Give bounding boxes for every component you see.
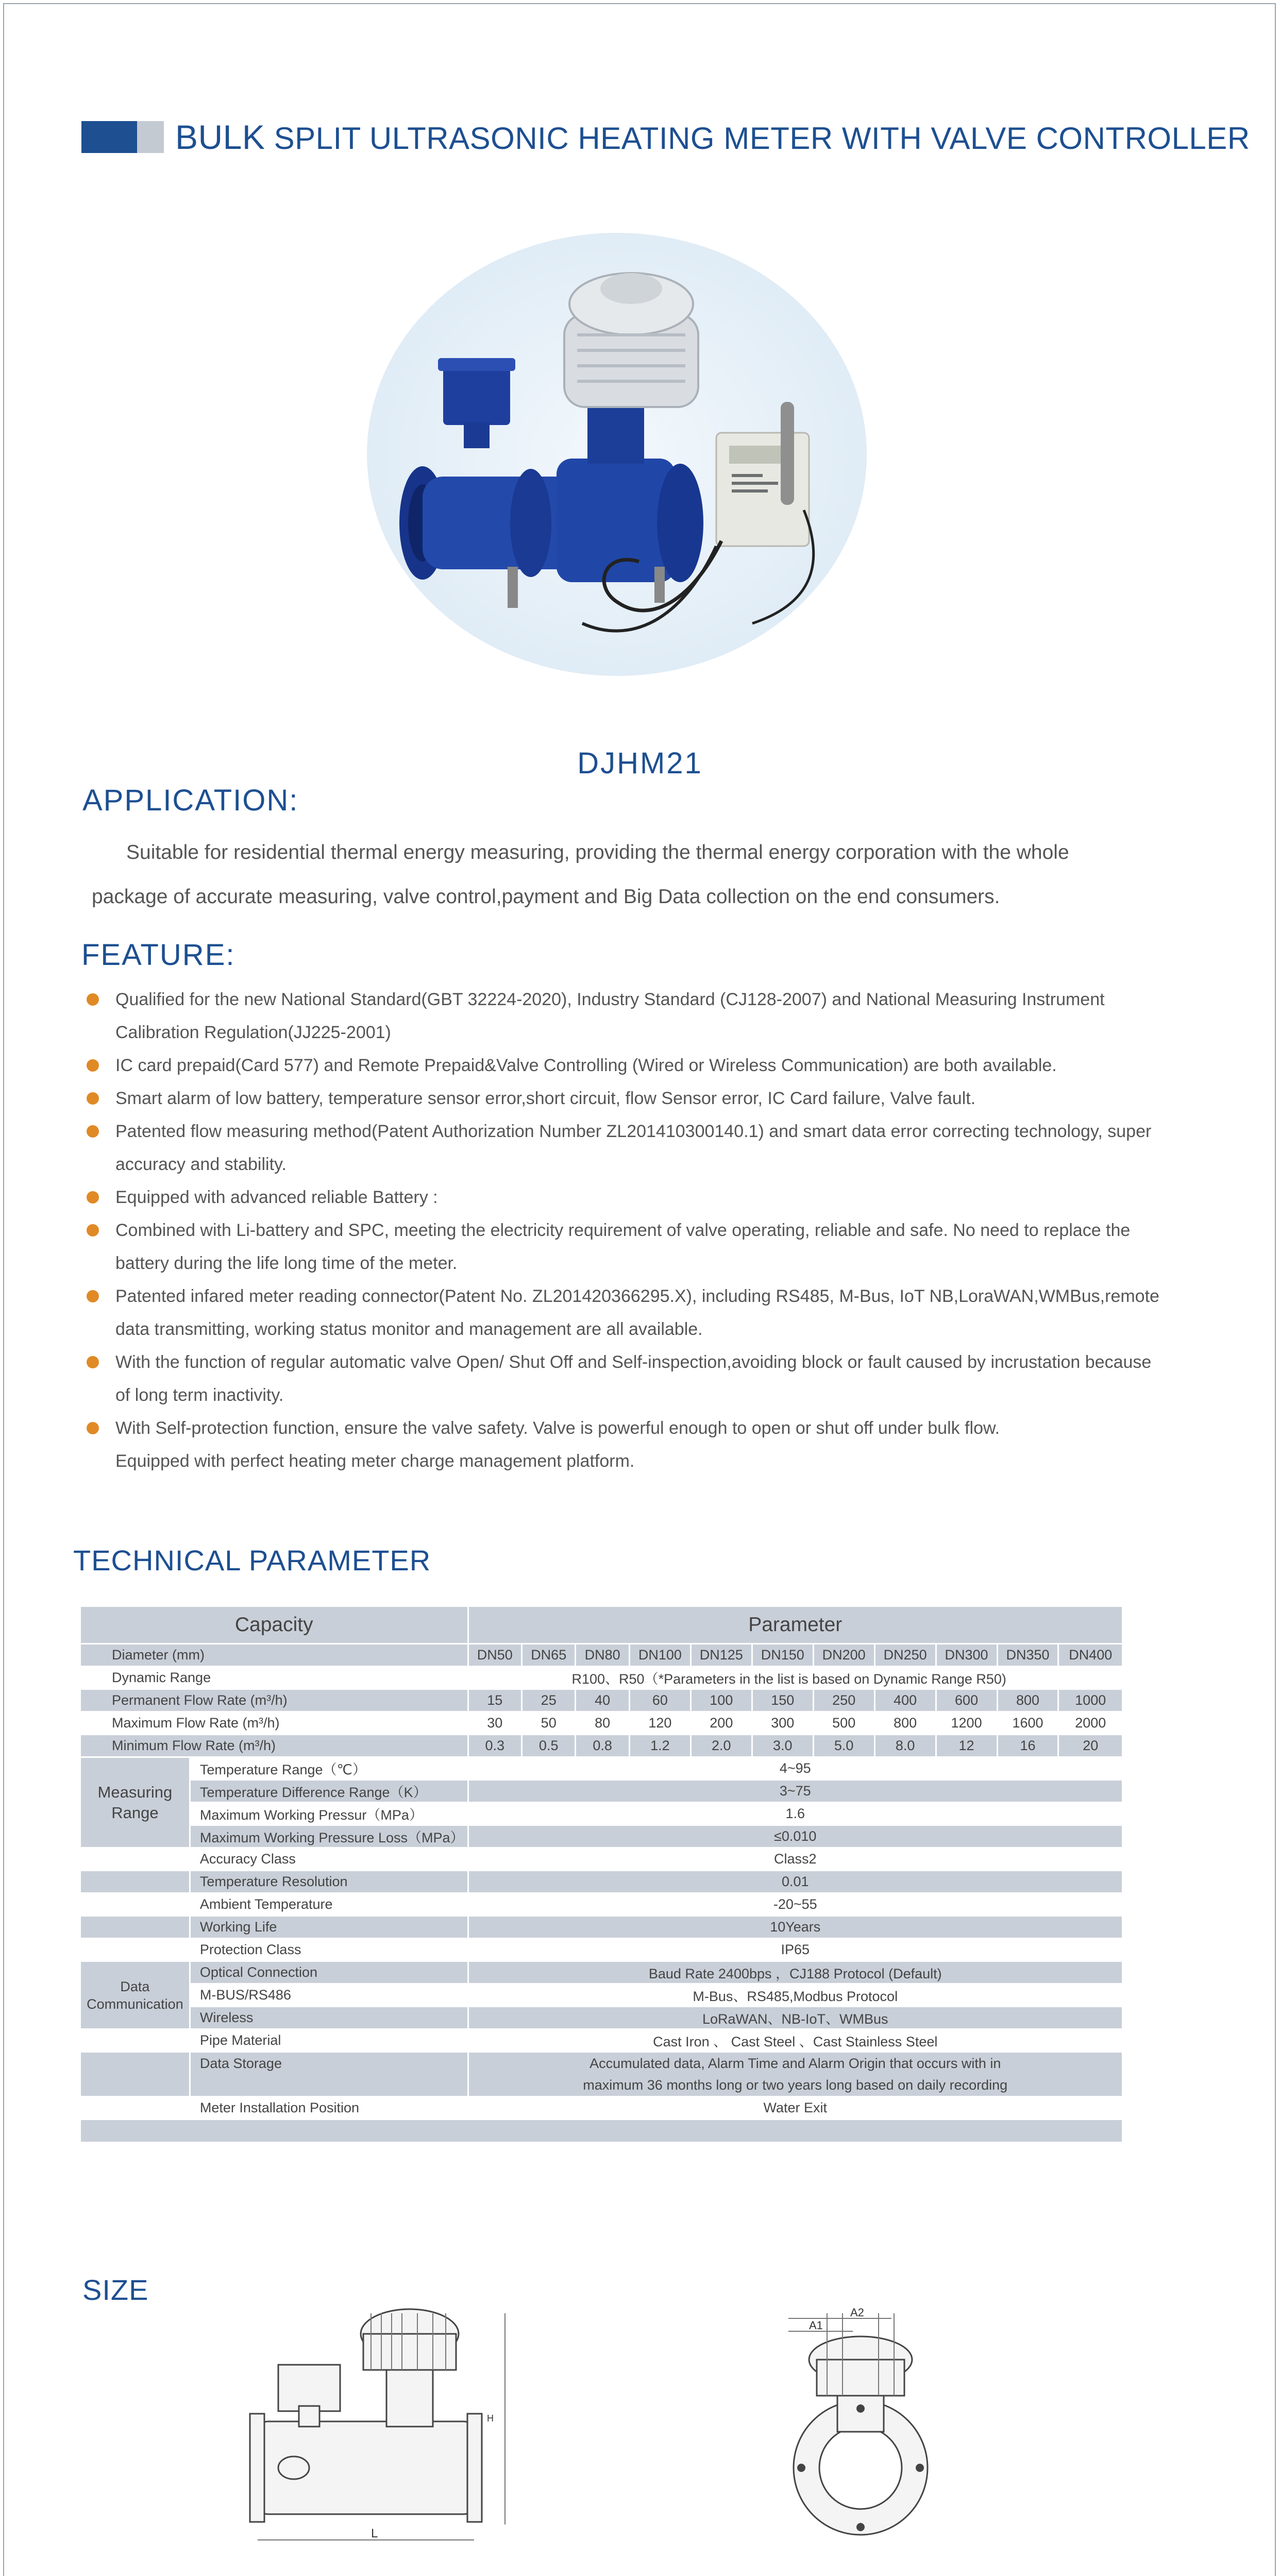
temperature-probe <box>508 567 518 608</box>
table-row: Data Storage Accumulated data, Alarm Time and Alarm Origin that occurs with in maximum 36 months long or two years long based on daily recording <box>80 2052 1123 2097</box>
bullet-icon <box>87 1125 99 1138</box>
bullet-icon <box>87 1422 99 1434</box>
bullet-icon <box>87 1092 99 1105</box>
table-row: Permanent Flow Rate (m³/h) 15 25 40 60 100 150 250 400 600 800 1000 <box>80 1689 1123 1712</box>
bullet-icon <box>87 1356 99 1368</box>
title-accent-dark <box>81 121 137 153</box>
table-header-row <box>80 1606 1123 1644</box>
page-title: BULK SPLIT ULTRASONIC HEATING METER WITH VALVE CONTROLLER <box>175 118 1250 156</box>
feature-item: With the function of regular automatic valve Open/ Shut Off and Self-inspection,avoiding block or fault caused by incrustation because <box>82 1346 1216 1379</box>
table-row: Accuracy Class Class2 <box>80 1848 1123 1871</box>
table-row: Maximum Working Pressur（MPa） 1.6 <box>80 1803 1123 1825</box>
feature-item: IC card prepaid(Card 577) and Remote Prepaid&Valve Controlling (Wired or Wireless Communication) are both available. <box>82 1049 1216 1082</box>
table-row: Maximum Working Pressure Loss（MPa） ≤0.010 <box>80 1825 1123 1848</box>
table-row: Working Life 10Years <box>80 1916 1123 1939</box>
dimension-l-label: L <box>371 2527 378 2540</box>
bullet-icon <box>87 1290 99 1302</box>
table-row: Data Communication Optical Connection Baud Rate 2400bps ，CJ188 Protocol (Default) <box>80 1961 1123 1984</box>
right-flange <box>657 464 703 582</box>
technical-parameter-table <box>79 1605 1123 2143</box>
feature-item: Qualified for the new National Standard(GBT 32224-2020), Industry Standard (CJ128-2007) and National Measuring Instrument <box>82 983 1216 1016</box>
table-row: Meter Installation Position Water Exit <box>80 2097 1123 2120</box>
data-communication-group: Data Communication <box>80 1961 190 2029</box>
table-row: Diameter (mm) DN50 DN65 DN80 DN100 DN125 DN150 DN200 DN250 DN300 DN350 DN400 <box>80 1644 1123 1667</box>
meter-head <box>443 366 510 425</box>
product-image <box>361 232 876 696</box>
bullet-icon <box>87 993 99 1006</box>
controller-display <box>729 446 781 464</box>
feature-item: Combined with Li-battery and SPC, meeting the electricity requirement of valve operating, reliable and safe. No need to replace the <box>82 1214 1216 1247</box>
feature-item-continued: data transmitting, working status monitor and management are all available. <box>115 1319 703 1339</box>
application-heading: APPLICATION: <box>82 784 299 817</box>
feature-item-continued: of long term inactivity. <box>115 1385 284 1405</box>
feature-item: Smart alarm of low battery, temperature sensor error,short circuit, flow Sensor error, IC Card failure, Valve fault. <box>82 1082 1216 1115</box>
table-row: Dynamic Range R100、R50（*Parameters in the list is based on Dynamic Range R50) <box>80 1667 1123 1689</box>
feature-heading: FEATURE: <box>81 938 235 972</box>
feature-item-continued: Equipped with perfect heating meter charge management platform. <box>115 1451 635 1471</box>
technical-heading: TECHNICAL PARAMETER <box>73 1544 431 1577</box>
feature-item: Equipped with advanced reliable Battery : <box>82 1181 1216 1214</box>
side-view-drawing <box>242 2303 531 2561</box>
dimension-h-label: H <box>487 2413 494 2424</box>
antenna <box>781 402 794 505</box>
feature-item-continued: Calibration Regulation(JJ225-2001) <box>115 1023 391 1042</box>
size-heading: SIZE <box>82 2274 149 2306</box>
table-row: M-BUS/RS486 M-Bus、RS485,Modbus Protocol <box>80 1984 1123 2007</box>
bullet-icon <box>87 1191 99 1204</box>
measuring-range-group: Measuring Range <box>80 1757 190 1848</box>
valve-neck <box>587 402 644 464</box>
table-row: Ambient Temperature -20~55 <box>80 1893 1123 1916</box>
application-line-1: Suitable for residential thermal energy measuring, providing the thermal energy corporation with the whole <box>126 841 1069 863</box>
feature-item: Patented flow measuring method(Patent Authorization Number ZL201410300140.1) and smart data error correcting technology, super <box>82 1115 1216 1148</box>
bullet-icon <box>87 1224 99 1236</box>
product-model: DJHM21 <box>577 747 703 780</box>
table-row: Pipe Material Cast Iron 、 Cast Steel 、Cast Stainless Steel <box>80 2029 1123 2052</box>
table-row: Measuring Range Temperature Range（℃） 4~95 <box>80 1757 1123 1780</box>
capacity-header: Capacity <box>80 1606 468 1644</box>
table-row: Temperature Difference Range（K） 3~75 <box>80 1780 1123 1803</box>
front-view-drawing <box>757 2303 958 2561</box>
meter-neck <box>464 422 490 448</box>
parameter-header: Parameter <box>468 1606 1123 1644</box>
feature-list <box>82 983 1216 1478</box>
feature-item: With Self-protection function, ensure the valve safety. Valve is powerful enough to open or shut off under bulk flow. <box>82 1412 1216 1445</box>
table-row: Wireless LoRaWAN、NB-IoT、WMBus <box>80 2007 1123 2029</box>
meter-head-lid <box>438 358 515 371</box>
title-accent-light <box>137 121 164 153</box>
dimension-a2-label: A2 <box>850 2306 864 2319</box>
table-row: Minimum Flow Rate (m³/h) 0.3 0.5 0.8 1.2 2.0 3.0 5.0 8.0 12 16 20 <box>80 1735 1123 1757</box>
table-row <box>80 2120 1123 2143</box>
dimension-a1-label: A1 <box>809 2319 823 2332</box>
application-line-2: package of accurate measuring, valve control,payment and Big Data collection on the end consumers. <box>92 886 1000 908</box>
table-row: Protection Class IP65 <box>80 1939 1123 1961</box>
mid-flange <box>510 469 551 577</box>
feature-item: Patented infared meter reading connector(Patent No. ZL201420366295.X), including RS485, M-Bus, IoT NB,LoraWAN,WMBus,remote <box>82 1280 1216 1313</box>
table-row: Maximum Flow Rate (m³/h) 30 50 80 120 200 300 500 800 1200 1600 2000 <box>80 1712 1123 1735</box>
feature-item-continued: accuracy and stability. <box>115 1155 287 1174</box>
table-row: Temperature Resolution 0.01 <box>80 1871 1123 1893</box>
feature-item-continued: battery during the life long time of the meter. <box>115 1253 458 1273</box>
page-header <box>81 116 1250 158</box>
bullet-icon <box>87 1059 99 1072</box>
